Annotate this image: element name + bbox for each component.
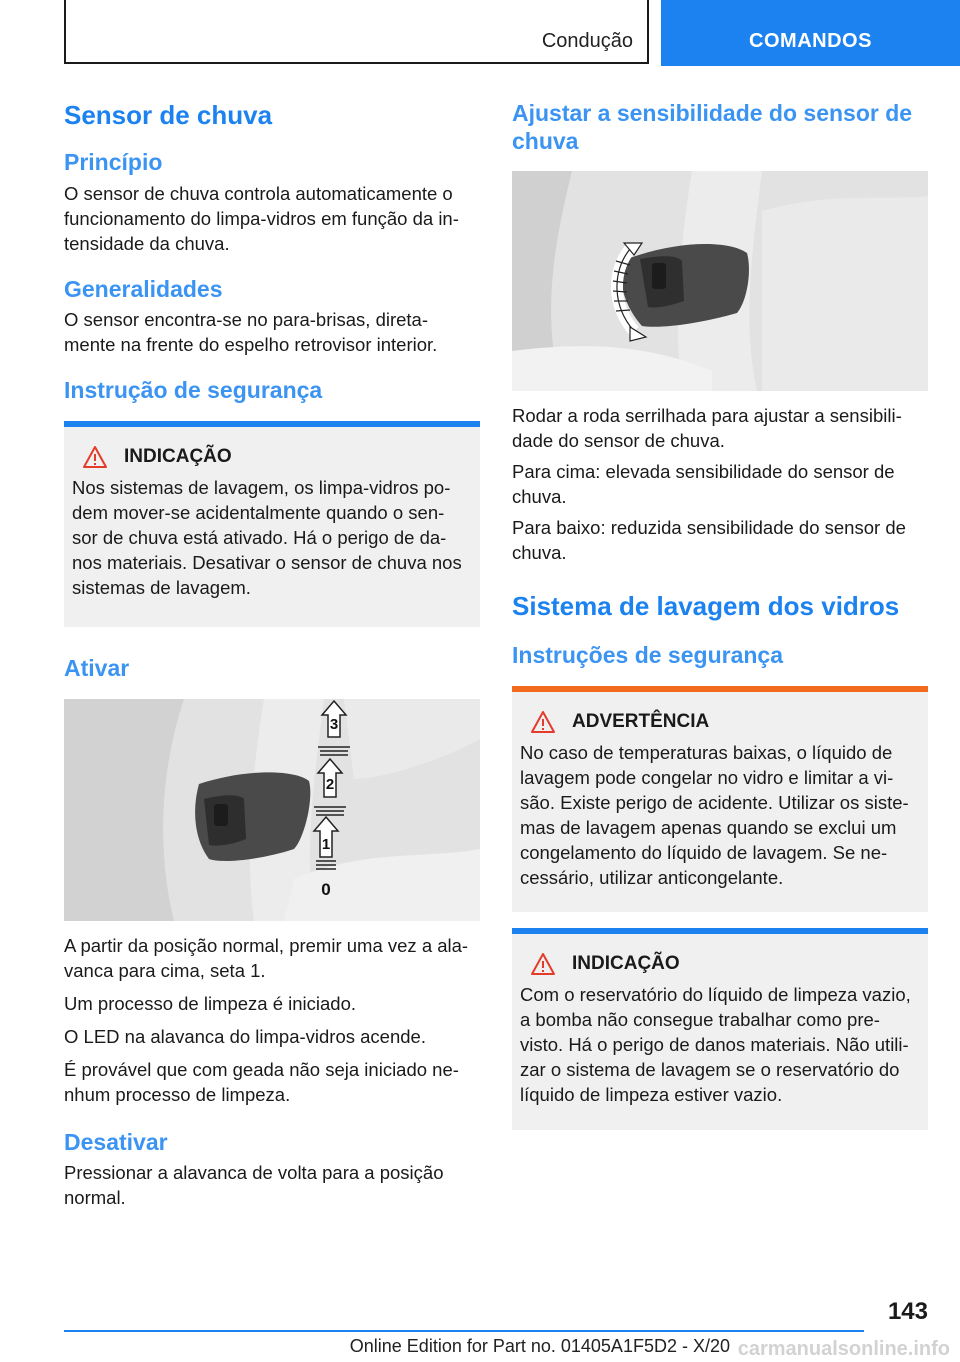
heading-safety: Instrução de segurança (64, 377, 323, 404)
left-column (64, 100, 480, 1210)
warning-box (512, 686, 928, 912)
paragraph-principle: O sensor de chuva controla automaticamente o funcionamento do limpa-vidros em função da in- tensidade da chuva. (64, 182, 459, 254)
paragraph-sensitivity-3: Para baixo: reduzida sensibilidade do sensor de chuva. (512, 517, 906, 564)
notice-title-washer: INDICAÇÃO (572, 952, 680, 974)
heading-activate: Ativar (64, 654, 130, 681)
notice-text: Nos sistemas de lavagem, os limpa-vidros po- dem mover-se acidentalmente quando o sen- sor de chuva está ativado. Há o perigo de da- nos materiais. Desativar o sensor de chuva nos sistemas de lavagem. (72, 476, 462, 598)
warning-triangle-icon (530, 710, 556, 734)
notice-header (82, 445, 472, 469)
footer-divider (64, 1330, 864, 1332)
paragraph-activate-4: É provável que com geada não seja iniciado ne- nhum processo de limpeza. (64, 1058, 459, 1105)
paragraph-activate-2: Um processo de limpeza é iniciado. (64, 992, 357, 1014)
section-title-washer: Sistema de lavagem dos vidros (512, 591, 900, 622)
paragraph-deactivate: Pressionar a alavanca de volta para a posição normal. (64, 1162, 444, 1209)
warning-title: ADVERTÊNCIA (572, 710, 710, 732)
footer-edition: Online Edition for Part no. 01405A1F5D2 - X/20 (349, 1336, 730, 1356)
paragraph-activate-1: A partir da posição normal, premir uma vez a ala- vanca para cima, seta 1. (64, 934, 469, 981)
paragraph-general: O sensor encontra-se no para-brisas, direta- mente na frente do espelho retrovisor interior. (64, 309, 438, 356)
warning-text: No caso de temperaturas baixas, o líquido de lavagem pode congelar no vidro e limitar a vi- são. Existe perigo de acidente. Utilizar os siste- mas de lavagem apenas quando se exclui um congelamento do líquido de lavagem. Se ne- cessário, utilizar anticongelante. (520, 741, 909, 888)
arrow-label-1: 1 (321, 835, 331, 853)
page-number: 143 (887, 1298, 928, 1325)
notice-title: INDICAÇÃO (124, 445, 232, 467)
position-label-0: 0 (321, 879, 331, 899)
paragraph-sensitivity-1: Rodar a roda serrilhada para ajustar a sensibili- dade do sensor de chuva. (512, 405, 902, 452)
figure-lever-activate (64, 699, 480, 921)
paragraph-sensitivity-2: Para cima: elevada sensibilidade do sensor de chuva. (512, 461, 895, 508)
notice-header-washer (530, 952, 920, 976)
arrow-label-3: 3 (329, 715, 339, 733)
paragraph-activate-3: O LED na alavanca do limpa-vidros acende. (64, 1025, 426, 1047)
heading-deactivate: Desativar (64, 1128, 168, 1155)
header-tab (661, 0, 960, 66)
watermark: carmanualsonline.info (737, 1338, 950, 1360)
knurled-wheel-illustration (512, 171, 928, 391)
notice-text-washer: Com o reservatório do líquido de limpeza vazio, a bomba não consegue trabalhar como pre- visto. Há o perigo de danos materiais. Não utili- zar o sistema de lavagem se o reservatório do líquido de limpeza estiver vazio. (520, 983, 911, 1105)
heading-principle: Princípio (64, 149, 163, 176)
header-tab-label: COMANDOS (749, 30, 872, 52)
heading-washer-safety: Instruções de segurança (512, 642, 783, 669)
arrow-label-2: 2 (325, 775, 335, 793)
header-section-label: Condução (541, 30, 633, 52)
notice-box-washer (512, 928, 928, 1130)
section-title-rain-sensor: Sensor de chuva (64, 100, 273, 130)
figure-knurled-wheel (512, 171, 928, 391)
right-column (512, 100, 928, 1130)
heading-general: Generalidades (64, 275, 223, 302)
warning-triangle-icon (82, 445, 108, 469)
warning-header (530, 710, 920, 734)
notice-box (64, 421, 480, 627)
heading-sensitivity: Ajustar a sensibilidade do sensor de chuva (512, 100, 913, 154)
warning-triangle-icon (530, 952, 556, 976)
lever-illustration (64, 699, 480, 921)
header-section-box (64, 0, 649, 64)
